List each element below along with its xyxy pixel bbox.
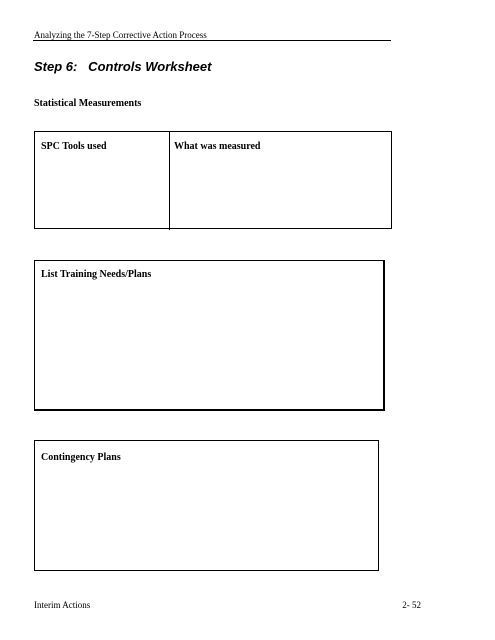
spc-table-box [34,131,392,229]
running-header: Analyzing the 7-Step Corrective Action Process [34,30,207,40]
what-measured-label: What was measured [174,141,261,152]
footer-page-number: 2- 52 [402,600,421,610]
training-needs-box [34,260,385,411]
page-title: Step 6: Controls Worksheet [34,59,212,74]
spc-tools-label: SPC Tools used [41,141,107,152]
contingency-plans-box [34,440,379,571]
header-rule [33,40,391,41]
footer-section-name: Interim Actions [34,600,91,610]
statistical-measurements-label: Statistical Measurements [34,98,142,109]
spc-column-divider [169,131,170,230]
contingency-plans-label: Contingency Plans [41,452,121,463]
training-needs-label: List Training Needs/Plans [41,269,152,280]
